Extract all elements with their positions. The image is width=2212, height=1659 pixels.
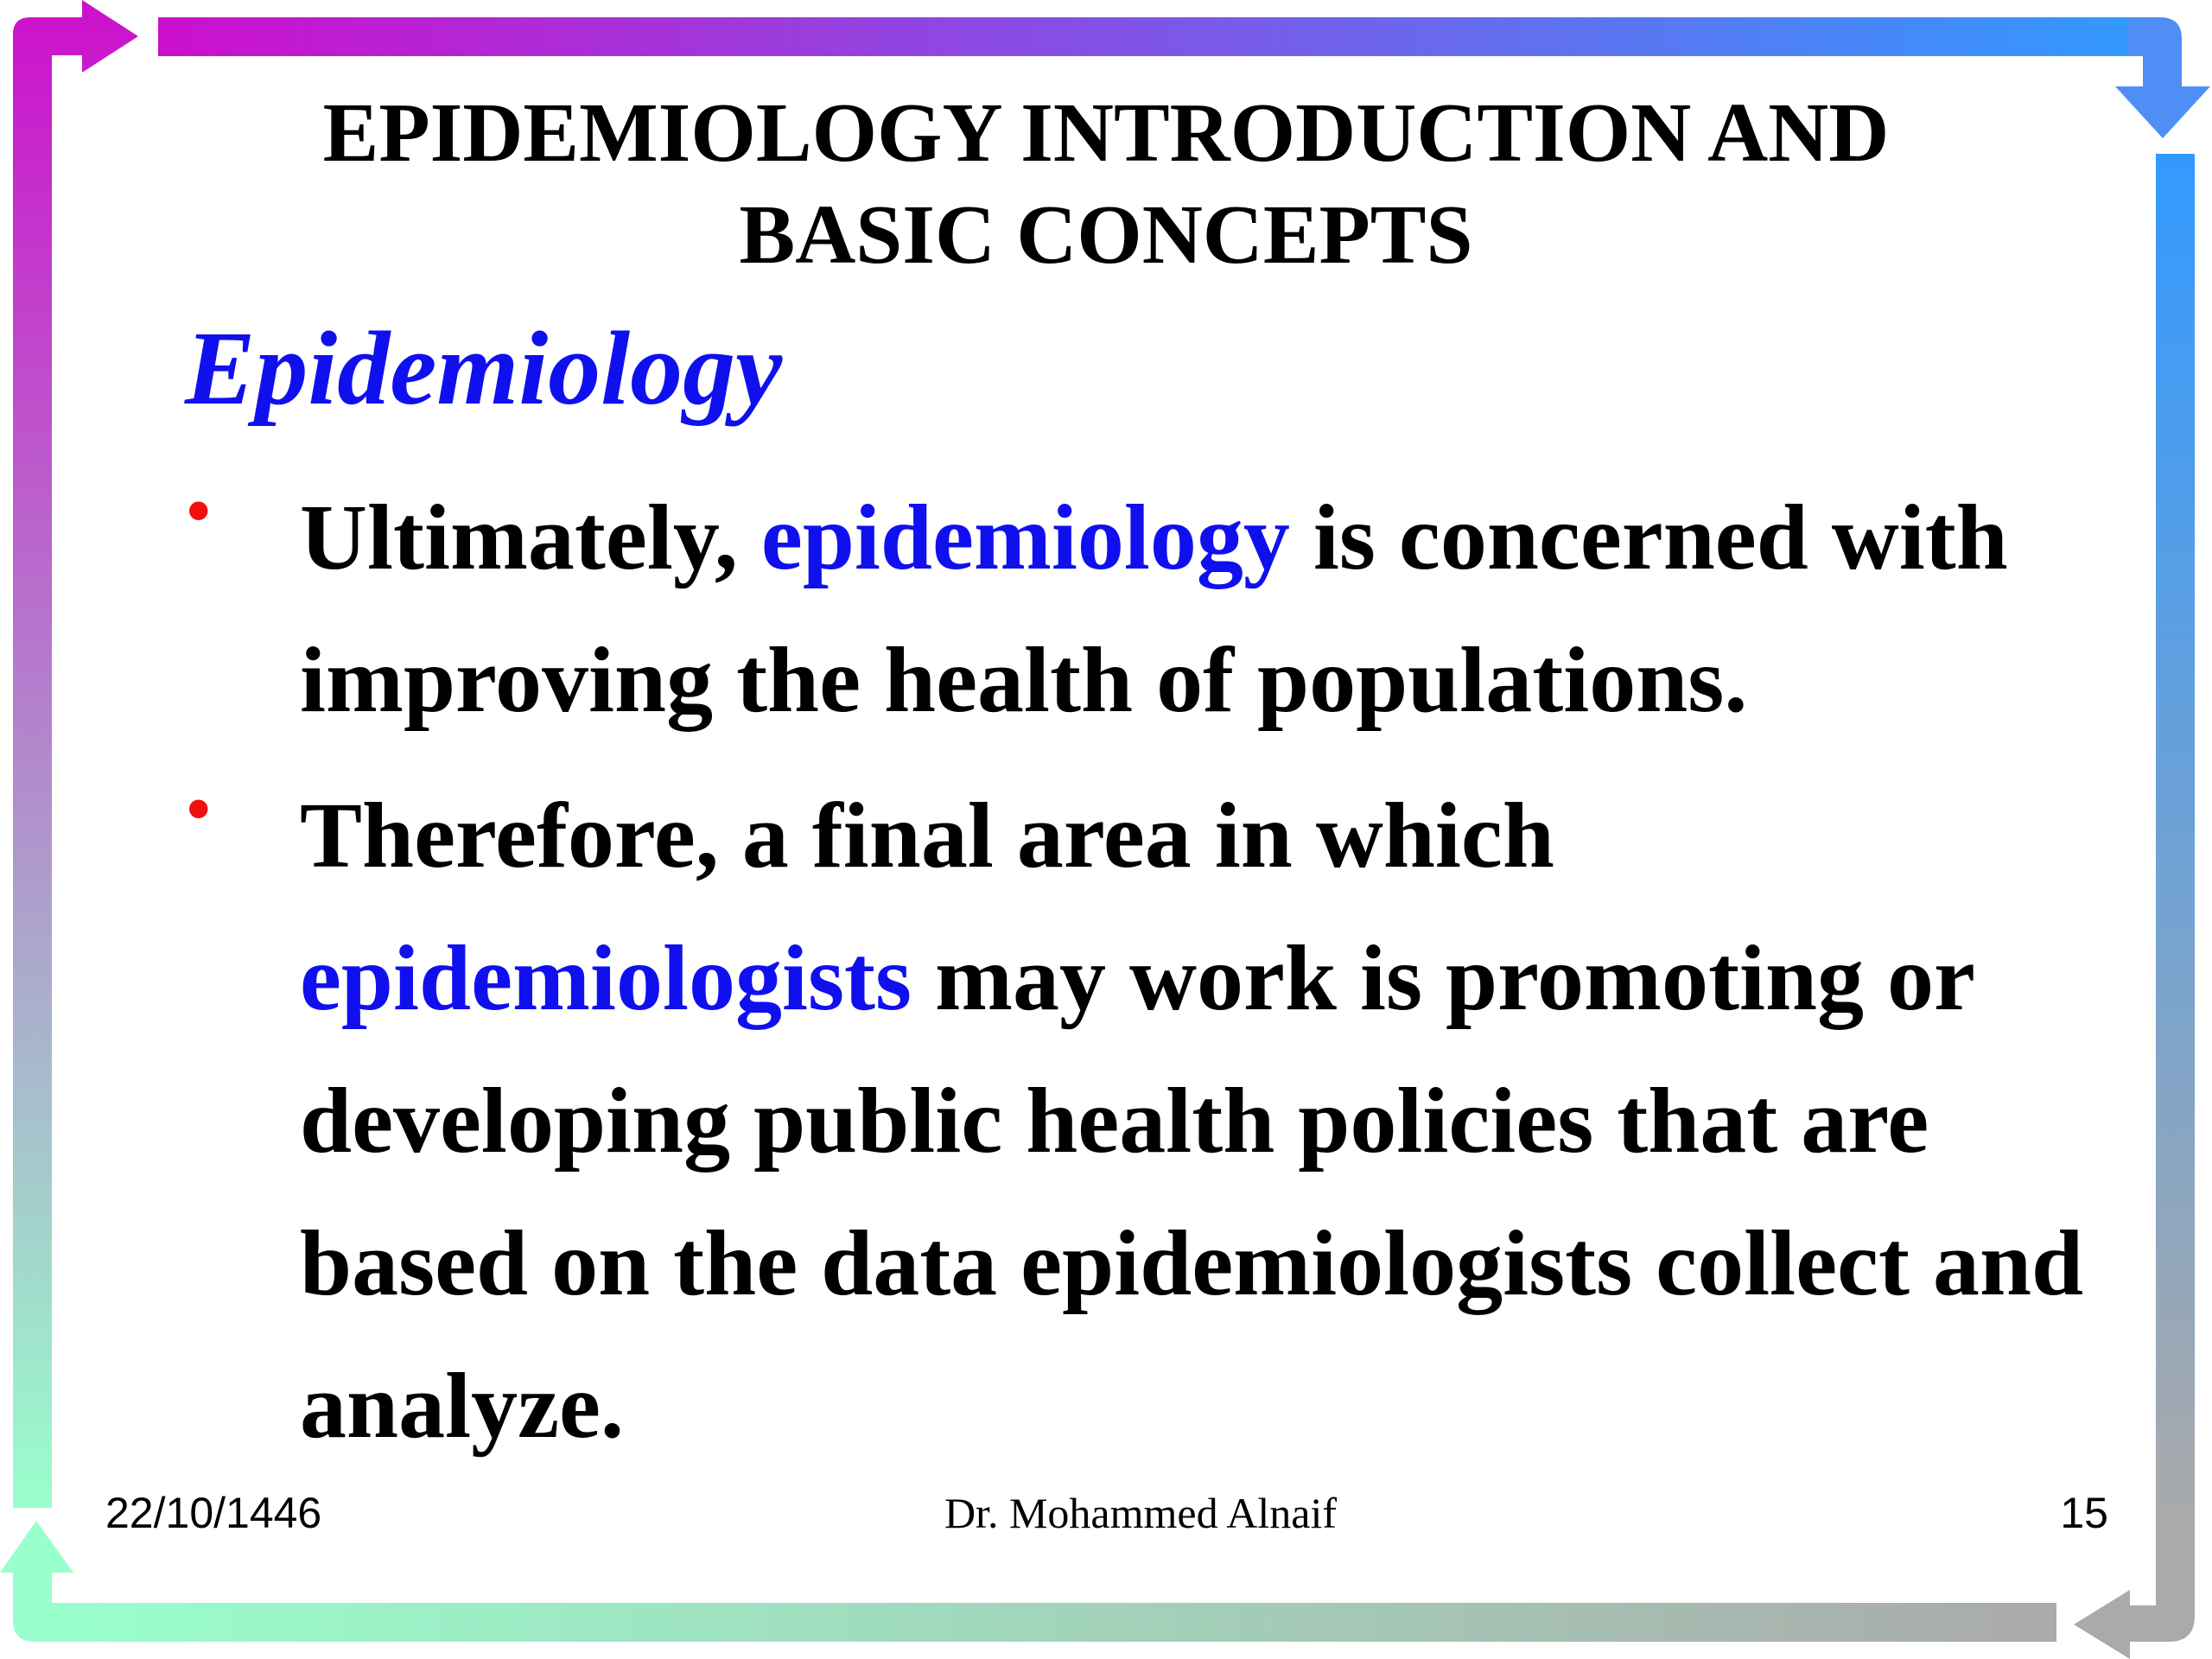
slide-title-line-2: BASIC CONCEPTS xyxy=(739,188,1473,281)
footer-date: 22/10/1446 xyxy=(105,1489,322,1537)
bullet-2-segment-3: may work is promoting or developing public health policies that are based on the data epidemiologists collect and analyze. xyxy=(300,927,2084,1458)
bullet-1-segment-3: is concerned with improving the health of populations. xyxy=(300,486,2008,732)
bullet-text xyxy=(300,765,2132,1478)
bullet-text xyxy=(300,467,2132,752)
page-number: 15 xyxy=(2060,1489,2108,1537)
bullet-2-segment-2-highlight: epidemiologists xyxy=(300,927,912,1030)
bullet-icon: • xyxy=(185,468,213,554)
bullet-icon: • xyxy=(185,766,213,852)
footer-author: Dr. Mohammed Alnaif xyxy=(944,1489,1338,1537)
bullet-2-segment-1: Therefore, a final area in which xyxy=(300,785,1554,887)
slide-title-line-1: EPIDEMIOLOGY INTRODUCTION AND xyxy=(322,86,1890,179)
bullet-1-segment-2-highlight: epidemiology xyxy=(760,486,1290,589)
slide-title xyxy=(259,82,1953,286)
bullet-1-segment-1: Ultimately, xyxy=(300,486,761,589)
section-heading: Epidemiology xyxy=(185,310,783,427)
